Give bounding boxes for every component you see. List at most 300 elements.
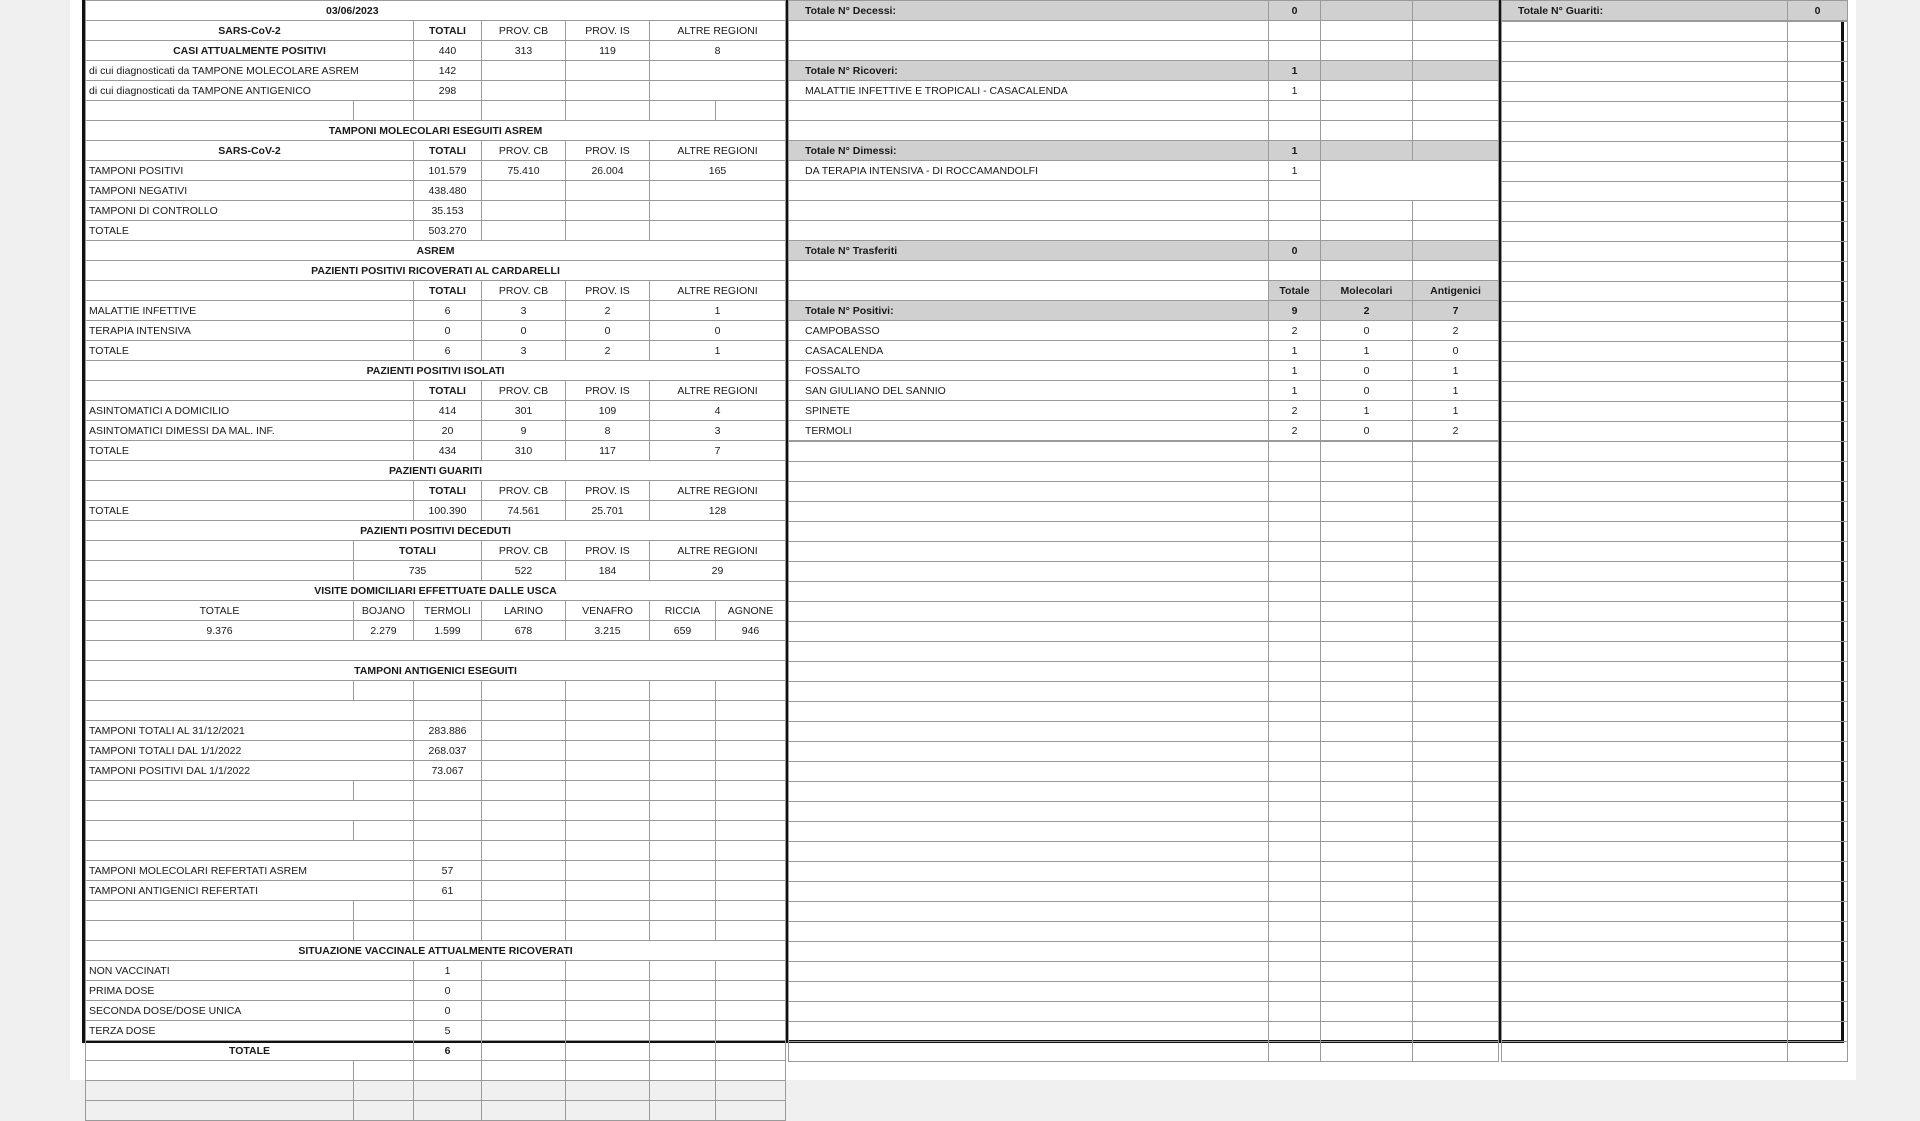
empty-row xyxy=(1502,122,1848,142)
tamponi-positivi-tot: 101.579 xyxy=(414,161,482,181)
terza-dose-label: TERZA DOSE xyxy=(86,1021,414,1041)
empty-row xyxy=(789,842,1499,862)
col-altre-3: ALTRE REGIONI xyxy=(650,281,786,301)
empty-row xyxy=(789,502,1499,522)
ricoverati-title: PAZIENTI POSITIVI RICOVERATI AL CARDARELLI xyxy=(86,261,786,281)
empty-row xyxy=(1502,642,1848,662)
empty-row xyxy=(789,722,1499,742)
deceduti-is: 184 xyxy=(566,561,650,581)
empty-row xyxy=(1502,662,1848,682)
empty-row xyxy=(1502,782,1848,802)
empty-row xyxy=(1502,242,1848,262)
comune-mol: 0 xyxy=(1321,381,1413,401)
guariti-count-row xyxy=(1502,1,1848,21)
usca-header-row xyxy=(86,601,786,621)
diag-antigenico-tot: 298 xyxy=(414,81,482,101)
ricoverati-header-row xyxy=(86,281,786,301)
casi-positivi-altre: 8 xyxy=(650,41,786,61)
comune-mol: 0 xyxy=(1321,421,1413,441)
empty-row xyxy=(1502,42,1848,62)
ricoverati-totale-tot: 6 xyxy=(414,341,482,361)
empty-row xyxy=(789,962,1499,982)
trasferiti-row xyxy=(789,241,1499,261)
non-vaccinati-label: NON VACCINATI xyxy=(86,961,414,981)
mol-refertati-row xyxy=(86,861,786,881)
positivi-header-row xyxy=(789,281,1499,301)
empty-row xyxy=(1502,922,1848,942)
empty-row xyxy=(1502,422,1848,442)
empty-row xyxy=(1502,982,1848,1002)
ant-pos-2022-tot: 73.067 xyxy=(414,761,482,781)
usca-title: VISITE DOMICILIARI EFFETTUATE DALLE USCA xyxy=(86,581,786,601)
empty-row xyxy=(789,562,1499,582)
comune-name: TERMOLI xyxy=(789,421,1269,441)
deceduti-title: PAZIENTI POSITIVI DECEDUTI xyxy=(86,521,786,541)
comune-mol: 0 xyxy=(1321,321,1413,341)
asint-domicilio-tot: 414 xyxy=(414,401,482,421)
col-altre-6: ALTRE REGIONI xyxy=(650,541,786,561)
empty-row xyxy=(1502,342,1848,362)
seconda-dose-row xyxy=(86,1001,786,1021)
empty-row xyxy=(1502,942,1848,962)
ricoverati-title-row xyxy=(86,261,786,281)
mal-infettive-altre: 1 xyxy=(650,301,786,321)
diag-molecolare-tot: 142 xyxy=(414,61,482,81)
ricovero-detail-value: 1 xyxy=(1269,81,1321,101)
col-prov-is-3: PROV. IS xyxy=(566,281,650,301)
mal-infettive-tot: 6 xyxy=(414,301,482,321)
guariti-header-row xyxy=(86,481,786,501)
usca-riccia: 659 xyxy=(650,621,716,641)
comune-name: SAN GIULIANO DEL SANNIO xyxy=(789,381,1269,401)
ricoverati-totale-row xyxy=(86,341,786,361)
empty-row xyxy=(789,642,1499,662)
empty-row xyxy=(789,702,1499,722)
comune-row xyxy=(789,341,1499,361)
empty-row xyxy=(1502,362,1848,382)
empty-row xyxy=(1502,502,1848,522)
empty-row xyxy=(1502,102,1848,122)
empty-row xyxy=(789,862,1499,882)
empty-row xyxy=(789,462,1499,482)
vaccinale-totale-row xyxy=(86,1041,786,1061)
empty-row xyxy=(1502,462,1848,482)
empty-row xyxy=(789,1022,1499,1042)
middle-panel xyxy=(788,0,1501,1040)
empty-row xyxy=(789,942,1499,962)
report-date: 03/06/2023 xyxy=(86,1,786,21)
comune-mol: 0 xyxy=(1321,361,1413,381)
tamponi-mol-title-row xyxy=(86,121,786,141)
deceduti-title-row xyxy=(86,521,786,541)
comune-ant: 2 xyxy=(1413,421,1499,441)
vaccinale-title-row xyxy=(86,941,786,961)
asint-dimessi-row xyxy=(86,421,786,441)
empty-row xyxy=(1502,742,1848,762)
tamponi-positivi-label: TAMPONI POSITIVI xyxy=(86,161,414,181)
empty-row xyxy=(1502,822,1848,842)
isolati-totale-row xyxy=(86,441,786,461)
empty-row xyxy=(1502,1002,1848,1022)
ricoveri-row xyxy=(789,61,1499,81)
tamponi-positivi-is: 26.004 xyxy=(566,161,650,181)
tamponi-positivi-cb: 75.410 xyxy=(482,161,566,181)
usca-larino: 678 xyxy=(482,621,566,641)
ant-pos-2022-label: TAMPONI POSITIVI DAL 1/1/2022 xyxy=(86,761,414,781)
empty-row xyxy=(789,822,1499,842)
empty-row xyxy=(789,742,1499,762)
guariti-totale-tot: 100.390 xyxy=(414,501,482,521)
left-table xyxy=(85,0,786,1121)
col-totali-6: TOTALI xyxy=(354,541,482,561)
terapia-intensiva-tot: 0 xyxy=(414,321,482,341)
comune-tot: 1 xyxy=(1269,341,1321,361)
empty-row xyxy=(1502,962,1848,982)
usca-col-venafro: VENAFRO xyxy=(566,601,650,621)
middle-table xyxy=(788,0,1499,441)
comune-ant: 1 xyxy=(1413,381,1499,401)
empty-row xyxy=(1502,262,1848,282)
isolati-totale-is: 117 xyxy=(566,441,650,461)
empty-row xyxy=(1502,542,1848,562)
sars-label: SARS-CoV-2 xyxy=(86,21,414,41)
sars-header-row xyxy=(86,21,786,41)
diag-antigenico-label: di cui diagnosticati da TAMPONE ANTIGENICO xyxy=(86,81,414,101)
casi-positivi-cb: 313 xyxy=(482,41,566,61)
comune-name: FOSSALTO xyxy=(789,361,1269,381)
empty-row xyxy=(1502,622,1848,642)
col-prov-cb-3: PROV. CB xyxy=(482,281,566,301)
asint-dimessi-altre: 3 xyxy=(650,421,786,441)
comune-ant: 1 xyxy=(1413,401,1499,421)
sars-label-2: SARS-CoV-2 xyxy=(86,141,414,161)
tamponi-controllo-row xyxy=(86,201,786,221)
col-altre-5: ALTRE REGIONI xyxy=(650,481,786,501)
empty-row xyxy=(789,882,1499,902)
dimesso-detail-label: DA TERAPIA INTENSIVA - DI ROCCAMANDOLFI xyxy=(789,161,1269,181)
non-vaccinati-row xyxy=(86,961,786,981)
report-grid xyxy=(82,0,1844,1057)
dimessi-label: Totale N° Dimessi: xyxy=(789,141,1269,161)
isolati-totale-tot: 434 xyxy=(414,441,482,461)
comune-mol: 1 xyxy=(1321,341,1413,361)
empty-row xyxy=(789,782,1499,802)
comune-ant: 1 xyxy=(1413,361,1499,381)
dimessi-value: 1 xyxy=(1269,141,1321,161)
middle-filler-table xyxy=(788,441,1499,1062)
col-totali-4: TOTALI xyxy=(414,381,482,401)
empty-row xyxy=(789,902,1499,922)
positivi-tot: 9 xyxy=(1269,301,1321,321)
usca-totale: 9.376 xyxy=(86,621,354,641)
ricovero-detail-label: MALATTIE INFETTIVE E TROPICALI - CASACALENDA xyxy=(789,81,1269,101)
empty-row xyxy=(1502,1022,1848,1042)
empty-row xyxy=(1502,322,1848,342)
ant-refertati-label: TAMPONI ANTIGENICI REFERTATI xyxy=(86,881,414,901)
empty-row xyxy=(1502,402,1848,422)
col-totali-5: TOTALI xyxy=(414,481,482,501)
asint-dimessi-cb: 9 xyxy=(482,421,566,441)
positivi-label: Totale N° Positivi: xyxy=(789,301,1269,321)
diag-antigenico-row xyxy=(86,81,786,101)
empty-row xyxy=(1502,902,1848,922)
comune-row xyxy=(789,421,1499,441)
comune-tot: 1 xyxy=(1269,361,1321,381)
decessi-row xyxy=(789,1,1499,21)
col-altre-regioni: ALTRE REGIONI xyxy=(650,21,786,41)
empty-row xyxy=(1502,182,1848,202)
trasferiti-label: Totale N° Trasferiti xyxy=(789,241,1269,261)
usca-termoli: 1.599 xyxy=(414,621,482,641)
dimessi-row xyxy=(789,141,1499,161)
terapia-intensiva-is: 0 xyxy=(566,321,650,341)
tamponi-totale-tot: 503.270 xyxy=(414,221,482,241)
tamponi-positivi-row xyxy=(86,161,786,181)
tamponi-negativi-row xyxy=(86,181,786,201)
dimesso-detail-row xyxy=(789,161,1499,181)
empty-row xyxy=(789,542,1499,562)
comune-tot: 2 xyxy=(1269,421,1321,441)
comune-tot: 2 xyxy=(1269,321,1321,341)
empty-row xyxy=(1502,482,1848,502)
col-prov-is-2: PROV. IS xyxy=(566,141,650,161)
guariti-title-row xyxy=(86,461,786,481)
col-prov-cb: PROV. CB xyxy=(482,21,566,41)
mal-infettive-label: MALATTIE INFETTIVE xyxy=(86,301,414,321)
decessi-label: Totale N° Decessi: xyxy=(789,1,1269,21)
usca-agnone: 946 xyxy=(716,621,786,641)
isolati-title-row xyxy=(86,361,786,381)
usca-title-row xyxy=(86,581,786,601)
tamponi-totale-label: TOTALE xyxy=(86,221,414,241)
empty-row xyxy=(1502,162,1848,182)
empty-row xyxy=(1502,562,1848,582)
col-totali-3: TOTALI xyxy=(414,281,482,301)
vaccinale-title: SITUAZIONE VACCINALE ATTUALMENTE RICOVERATI xyxy=(86,941,786,961)
deceduti-tot: 735 xyxy=(354,561,482,581)
col-totali: TOTALI xyxy=(414,21,482,41)
ricoverati-totale-altre: 1 xyxy=(650,341,786,361)
casi-positivi-is: 119 xyxy=(566,41,650,61)
ant-tot-2021-row xyxy=(86,721,786,741)
usca-bojano: 2.279 xyxy=(354,621,414,641)
antigenici-title-row xyxy=(86,661,786,681)
usca-col-bojano: BOJANO xyxy=(354,601,414,621)
mal-infettive-cb: 3 xyxy=(482,301,566,321)
terza-dose-tot: 5 xyxy=(414,1021,482,1041)
isolati-header-row xyxy=(86,381,786,401)
col-prov-is-6: PROV. IS xyxy=(566,541,650,561)
isolati-title: PAZIENTI POSITIVI ISOLATI xyxy=(86,361,786,381)
col-totale: Totale xyxy=(1269,281,1321,301)
col-prov-cb-4: PROV. CB xyxy=(482,381,566,401)
prima-dose-tot: 0 xyxy=(414,981,482,1001)
ant-tot-2021-label: TAMPONI TOTALI AL 31/12/2021 xyxy=(86,721,414,741)
seconda-dose-tot: 0 xyxy=(414,1001,482,1021)
col-prov-cb-2: PROV. CB xyxy=(482,141,566,161)
comune-row xyxy=(789,381,1499,401)
guariti-totale-cb: 74.561 xyxy=(482,501,566,521)
comune-row xyxy=(789,321,1499,341)
casi-positivi-label: CASI ATTUALMENTE POSITIVI xyxy=(86,41,414,61)
ricovero-detail-row xyxy=(789,81,1499,101)
comune-ant: 2 xyxy=(1413,321,1499,341)
usca-col-agnone: AGNONE xyxy=(716,601,786,621)
terapia-intensiva-altre: 0 xyxy=(650,321,786,341)
empty-row xyxy=(1502,722,1848,742)
empty-row xyxy=(1502,842,1848,862)
usca-col-totale: TOTALE xyxy=(86,601,354,621)
empty-row xyxy=(1502,682,1848,702)
guariti-totale-altre: 128 xyxy=(650,501,786,521)
positivi-row xyxy=(789,301,1499,321)
ant-refertati-tot: 61 xyxy=(414,881,482,901)
asint-domicilio-altre: 4 xyxy=(650,401,786,421)
empty-row xyxy=(1502,762,1848,782)
non-vaccinati-tot: 1 xyxy=(414,961,482,981)
comune-tot: 1 xyxy=(1269,381,1321,401)
empty-row xyxy=(789,602,1499,622)
deceduti-cb: 522 xyxy=(482,561,566,581)
usca-col-larino: LARINO xyxy=(482,601,566,621)
deceduti-header-row xyxy=(86,541,786,561)
isolati-totale-altre: 7 xyxy=(650,441,786,461)
tamponi-mol-header-row xyxy=(86,141,786,161)
empty-row xyxy=(789,802,1499,822)
comune-mol: 1 xyxy=(1321,401,1413,421)
ant-tot-2022-label: TAMPONI TOTALI DAL 1/1/2022 xyxy=(86,741,414,761)
ricoverati-totale-cb: 3 xyxy=(482,341,566,361)
comune-name: CAMPOBASSO xyxy=(789,321,1269,341)
ant-pos-2022-row xyxy=(86,761,786,781)
empty-row xyxy=(789,682,1499,702)
right-filler-table xyxy=(1501,21,1848,1062)
ricoverati-totale-label: TOTALE xyxy=(86,341,414,361)
mol-refertati-label: TAMPONI MOLECOLARI REFERTATI ASREM xyxy=(86,861,414,881)
empty-row xyxy=(789,1042,1499,1062)
guariti-title: PAZIENTI GUARITI xyxy=(86,461,786,481)
empty-row xyxy=(1502,802,1848,822)
tamponi-totale-row xyxy=(86,221,786,241)
mol-refertati-tot: 57 xyxy=(414,861,482,881)
tamponi-negativi-tot: 438.480 xyxy=(414,181,482,201)
asint-dimessi-is: 8 xyxy=(566,421,650,441)
empty-row xyxy=(789,582,1499,602)
prima-dose-row xyxy=(86,981,786,1001)
date-row xyxy=(86,1,786,21)
empty-row xyxy=(1502,202,1848,222)
asint-dimessi-label: ASINTOMATICI DIMESSI DA MAL. INF. xyxy=(86,421,414,441)
tamponi-mol-title: TAMPONI MOLECOLARI ESEGUITI ASREM xyxy=(86,121,786,141)
empty-row xyxy=(1502,62,1848,82)
empty-row xyxy=(789,622,1499,642)
isolati-totale-label: TOTALE xyxy=(86,441,414,461)
asint-domicilio-is: 109 xyxy=(566,401,650,421)
col-prov-cb-5: PROV. CB xyxy=(482,481,566,501)
col-prov-is-5: PROV. IS xyxy=(566,481,650,501)
guariti-count-value: 0 xyxy=(1788,1,1848,21)
empty-row xyxy=(1502,222,1848,242)
diag-molecolare-label: di cui diagnosticati da TAMPONE MOLECOLARE ASREM xyxy=(86,61,414,81)
empty-row xyxy=(1502,582,1848,602)
guariti-totale-is: 25.701 xyxy=(566,501,650,521)
right-table xyxy=(1501,0,1848,21)
empty-row xyxy=(1502,882,1848,902)
comune-ant: 0 xyxy=(1413,341,1499,361)
isolati-totale-cb: 310 xyxy=(482,441,566,461)
asint-dimessi-tot: 20 xyxy=(414,421,482,441)
col-prov-cb-6: PROV. CB xyxy=(482,541,566,561)
usca-values-row xyxy=(86,621,786,641)
ant-refertati-row xyxy=(86,881,786,901)
tamponi-controllo-label: TAMPONI DI CONTROLLO xyxy=(86,201,414,221)
ricoveri-value: 1 xyxy=(1269,61,1321,81)
asint-domicilio-label: ASINTOMATICI A DOMICILIO xyxy=(86,401,414,421)
comune-name: CASACALENDA xyxy=(789,341,1269,361)
empty-row xyxy=(789,982,1499,1002)
guariti-count-label: Totale N° Guariti: xyxy=(1502,1,1788,21)
left-panel xyxy=(85,0,788,1057)
asrem-label: ASREM xyxy=(86,241,786,261)
col-altre-2: ALTRE REGIONI xyxy=(650,141,786,161)
comune-row xyxy=(789,361,1499,381)
comune-tot: 2 xyxy=(1269,401,1321,421)
empty-row xyxy=(1502,442,1848,462)
empty-row xyxy=(1502,862,1848,882)
ant-tot-2022-tot: 268.037 xyxy=(414,741,482,761)
tamponi-controllo-tot: 35.153 xyxy=(414,201,482,221)
col-antigenici: Antigenici xyxy=(1413,281,1499,301)
empty-row xyxy=(1502,22,1848,42)
empty-row xyxy=(789,482,1499,502)
seconda-dose-label: SECONDA DOSE/DOSE UNICA xyxy=(86,1001,414,1021)
comune-name: SPINETE xyxy=(789,401,1269,421)
usca-venafro: 3.215 xyxy=(566,621,650,641)
ant-tot-2022-row xyxy=(86,741,786,761)
col-altre-4: ALTRE REGIONI xyxy=(650,381,786,401)
col-prov-is: PROV. IS xyxy=(566,21,650,41)
usca-col-termoli: TERMOLI xyxy=(414,601,482,621)
guariti-totale-row xyxy=(86,501,786,521)
empty-row xyxy=(789,442,1499,462)
empty-row xyxy=(789,662,1499,682)
prima-dose-label: PRIMA DOSE xyxy=(86,981,414,1001)
dimesso-detail-value: 1 xyxy=(1269,161,1321,181)
asint-domicilio-row xyxy=(86,401,786,421)
asint-domicilio-cb: 301 xyxy=(482,401,566,421)
vaccinale-totale-label: TOTALE xyxy=(86,1041,414,1061)
ricoverati-totale-is: 2 xyxy=(566,341,650,361)
mal-infettive-is: 2 xyxy=(566,301,650,321)
deceduti-altre: 29 xyxy=(650,561,786,581)
guariti-totale-label: TOTALE xyxy=(86,501,414,521)
ricoveri-label: Totale N° Ricoveri: xyxy=(789,61,1269,81)
comune-row xyxy=(789,401,1499,421)
terza-dose-row xyxy=(86,1021,786,1041)
diag-molecolare-row xyxy=(86,61,786,81)
vaccinale-totale-tot: 6 xyxy=(414,1041,482,1061)
col-molecolari: Molecolari xyxy=(1321,281,1413,301)
empty-row xyxy=(1502,382,1848,402)
empty-row xyxy=(1502,702,1848,722)
positivi-ant: 7 xyxy=(1413,301,1499,321)
terapia-intensiva-row xyxy=(86,321,786,341)
casi-positivi-tot: 440 xyxy=(414,41,482,61)
terapia-intensiva-label: TERAPIA INTENSIVA xyxy=(86,321,414,341)
empty-row xyxy=(1502,1042,1848,1062)
empty-row xyxy=(1502,142,1848,162)
col-prov-is-4: PROV. IS xyxy=(566,381,650,401)
